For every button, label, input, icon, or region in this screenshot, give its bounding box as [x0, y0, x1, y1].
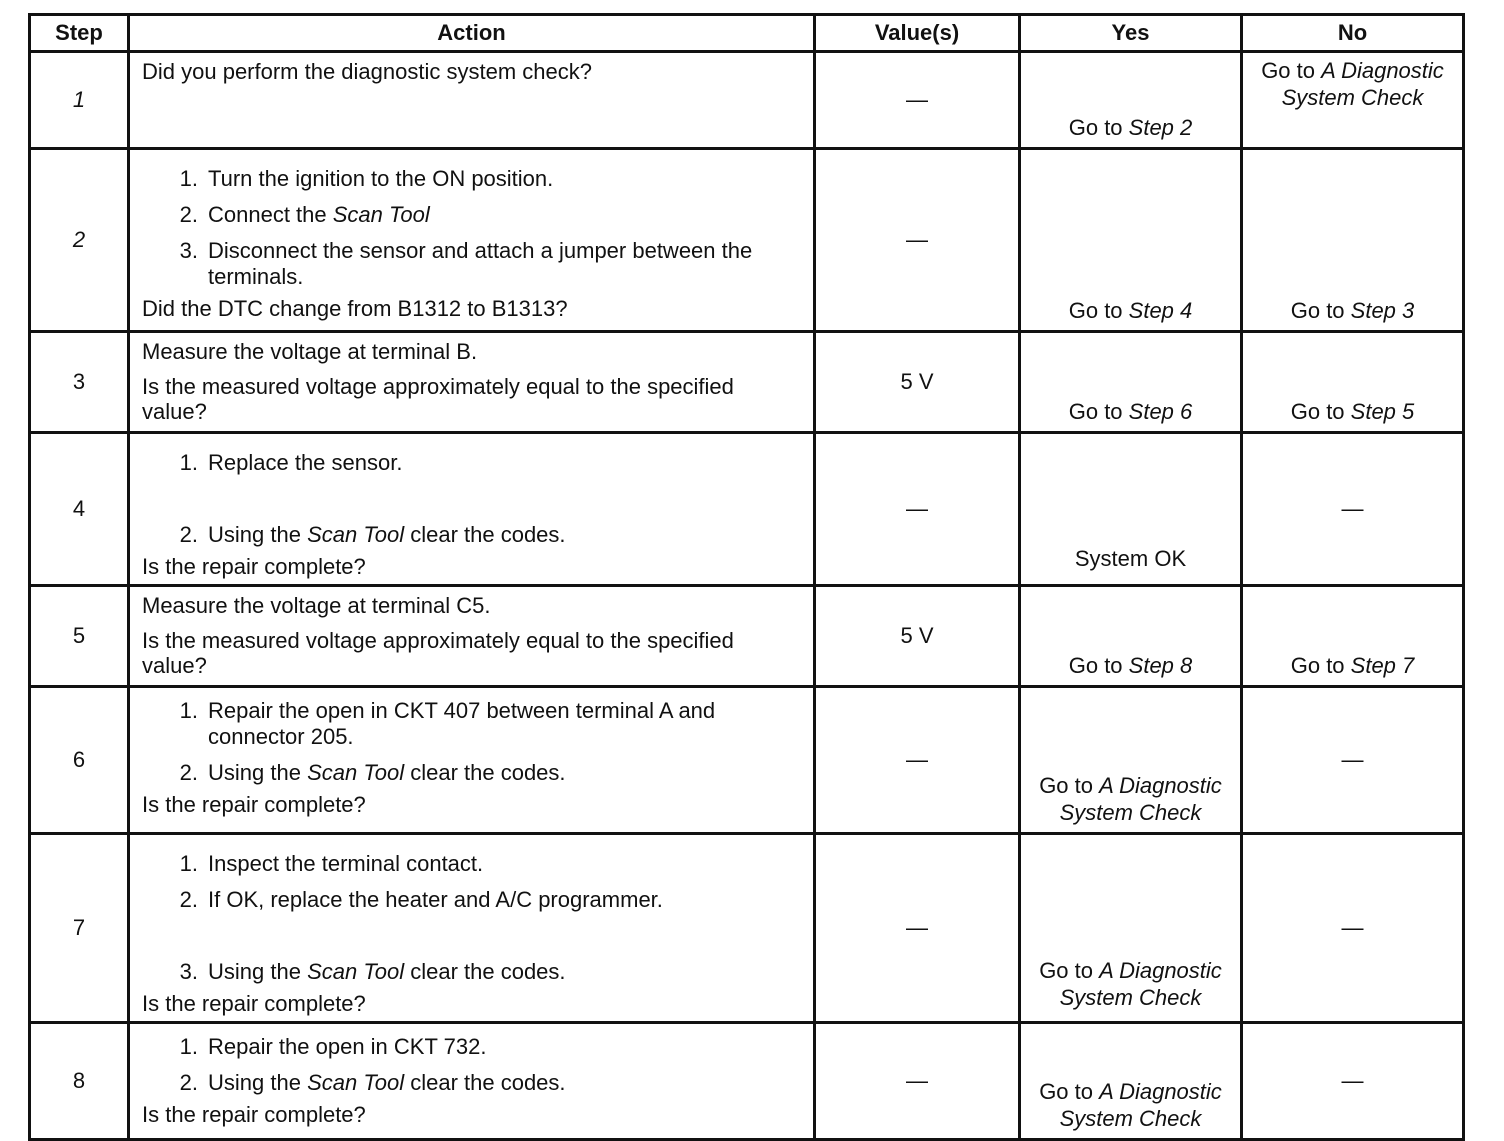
no-cell: —	[1242, 834, 1464, 1023]
yes-link[interactable]: Step 2	[1128, 115, 1193, 140]
no-cell: —	[1242, 433, 1464, 586]
table-row	[30, 687, 1464, 834]
value-cell: —	[815, 433, 1020, 586]
header-values: Value(s)	[815, 15, 1020, 52]
yes-cell: Go to Step 4	[1020, 149, 1242, 332]
header-yes: Yes	[1020, 15, 1242, 52]
action-cell: Measure the voltage at terminal C5. Is the measured voltage approximately equal to the specified value?	[129, 586, 815, 687]
action-cell	[129, 433, 815, 586]
value-cell: —	[815, 687, 1020, 834]
header-action: Action	[129, 15, 815, 52]
no-cell: —	[1242, 687, 1464, 834]
list-item: 1. Replace the sensor.	[179, 450, 403, 475]
value-cell: —	[815, 149, 1020, 332]
yes-link[interactable]: A Diagnostic System Check	[1059, 773, 1222, 825]
yes-text: System OK	[1074, 546, 1187, 571]
no-link[interactable]: A Diagnostic System Check	[1281, 58, 1444, 110]
question: Is the repair complete?	[142, 991, 366, 1016]
value-cell: —	[815, 834, 1020, 1023]
question: Is the repair complete?	[142, 792, 366, 817]
action-cell	[129, 834, 815, 1023]
yes-link[interactable]: A Diagnostic System Check	[1059, 1079, 1222, 1131]
yes-cell: Go to Step 8	[1020, 586, 1242, 687]
step-number: 5	[30, 586, 129, 687]
yes-cell: Go to A Diagnostic System Check	[1020, 1023, 1242, 1140]
action-cell	[129, 149, 815, 332]
question: Did the DTC change from B1312 to B1313?	[142, 296, 568, 321]
value-cell: 5 V	[815, 332, 1020, 433]
question: Is the repair complete?	[142, 554, 366, 579]
yes-cell: Go to Step 2	[1020, 52, 1242, 149]
list-item: 2. Using the Scan Tool clear the codes.	[179, 760, 566, 785]
yes-link[interactable]: A Diagnostic System Check	[1059, 958, 1222, 1010]
no-cell: Go to A Diagnostic System Check	[1242, 52, 1464, 149]
step-number: 6	[30, 687, 129, 834]
list-item: 3. Using the Scan Tool clear the codes.	[179, 959, 566, 984]
step-number: 4	[30, 433, 129, 586]
table-row	[30, 149, 1464, 332]
list-item: 1. Repair the open in CKT 732.	[179, 1034, 487, 1059]
list-item: 1. Inspect the terminal contact.	[179, 851, 484, 876]
header-no: No	[1242, 15, 1464, 52]
no-cell: —	[1242, 1023, 1464, 1140]
list-item: 2. Using the Scan Tool clear the codes.	[179, 1070, 566, 1095]
action-text: Did you perform the diagnostic system check?	[142, 59, 592, 84]
step-number: 2	[30, 149, 129, 332]
yes-cell: Go to A Diagnostic System Check	[1020, 687, 1242, 834]
list-item: 3. Disconnect the sensor and attach a jumper between the terminals.	[179, 238, 753, 289]
table-row	[30, 52, 1464, 149]
list-item: 2. Connect the Scan Tool	[179, 202, 430, 227]
header-step: Step	[30, 15, 129, 52]
step-number: 7	[30, 834, 129, 1023]
yes-link[interactable]: Step 6	[1128, 399, 1193, 424]
yes-cell	[1020, 433, 1242, 586]
list-item: 2. If OK, replace the heater and A/C programmer.	[179, 887, 663, 912]
yes-link[interactable]: Step 4	[1128, 298, 1193, 323]
action-cell	[129, 687, 815, 834]
question: Is the repair complete?	[142, 1102, 366, 1127]
header-row	[30, 15, 1464, 52]
no-link[interactable]: Step 3	[1350, 298, 1415, 323]
action-cell	[129, 52, 815, 149]
list-item: 2. Using the Scan Tool clear the codes.	[179, 522, 566, 547]
no-link[interactable]: Step 7	[1350, 653, 1415, 678]
table-row	[30, 586, 1464, 687]
step-number: 3	[30, 332, 129, 433]
table-row	[30, 834, 1464, 1023]
no-cell: Go to Step 7	[1242, 586, 1464, 687]
no-link[interactable]: Step 5	[1350, 399, 1415, 424]
list-item: 1. Repair the open in CKT 407 between terminal A and connector 205.	[179, 698, 716, 749]
table-row	[30, 433, 1464, 586]
value-cell: —	[815, 52, 1020, 149]
no-cell: Go to Step 5	[1242, 332, 1464, 433]
question: Is the measured voltage approximately equal to the specified value?	[142, 374, 734, 424]
yes-cell: Go to Step 6	[1020, 332, 1242, 433]
value-cell: 5 V	[815, 586, 1020, 687]
step-number: 8	[30, 1023, 129, 1140]
action-cell: Measure the voltage at terminal B. Is the measured voltage approximately equal to the specified value?	[129, 332, 815, 433]
step-number: 1	[30, 52, 129, 149]
table-row	[30, 1023, 1464, 1140]
question: Is the measured voltage approximately equal to the specified value?	[142, 628, 734, 678]
yes-link[interactable]: Step 8	[1128, 653, 1193, 678]
yes-cell: Go to A Diagnostic System Check	[1020, 834, 1242, 1023]
value-cell: —	[815, 1023, 1020, 1140]
diagnostic-table	[28, 13, 1465, 1141]
table-row	[30, 332, 1464, 433]
list-item: 1. Turn the ignition to the ON position.	[179, 166, 554, 191]
no-cell: Go to Step 3	[1242, 149, 1464, 332]
action-cell	[129, 1023, 815, 1140]
